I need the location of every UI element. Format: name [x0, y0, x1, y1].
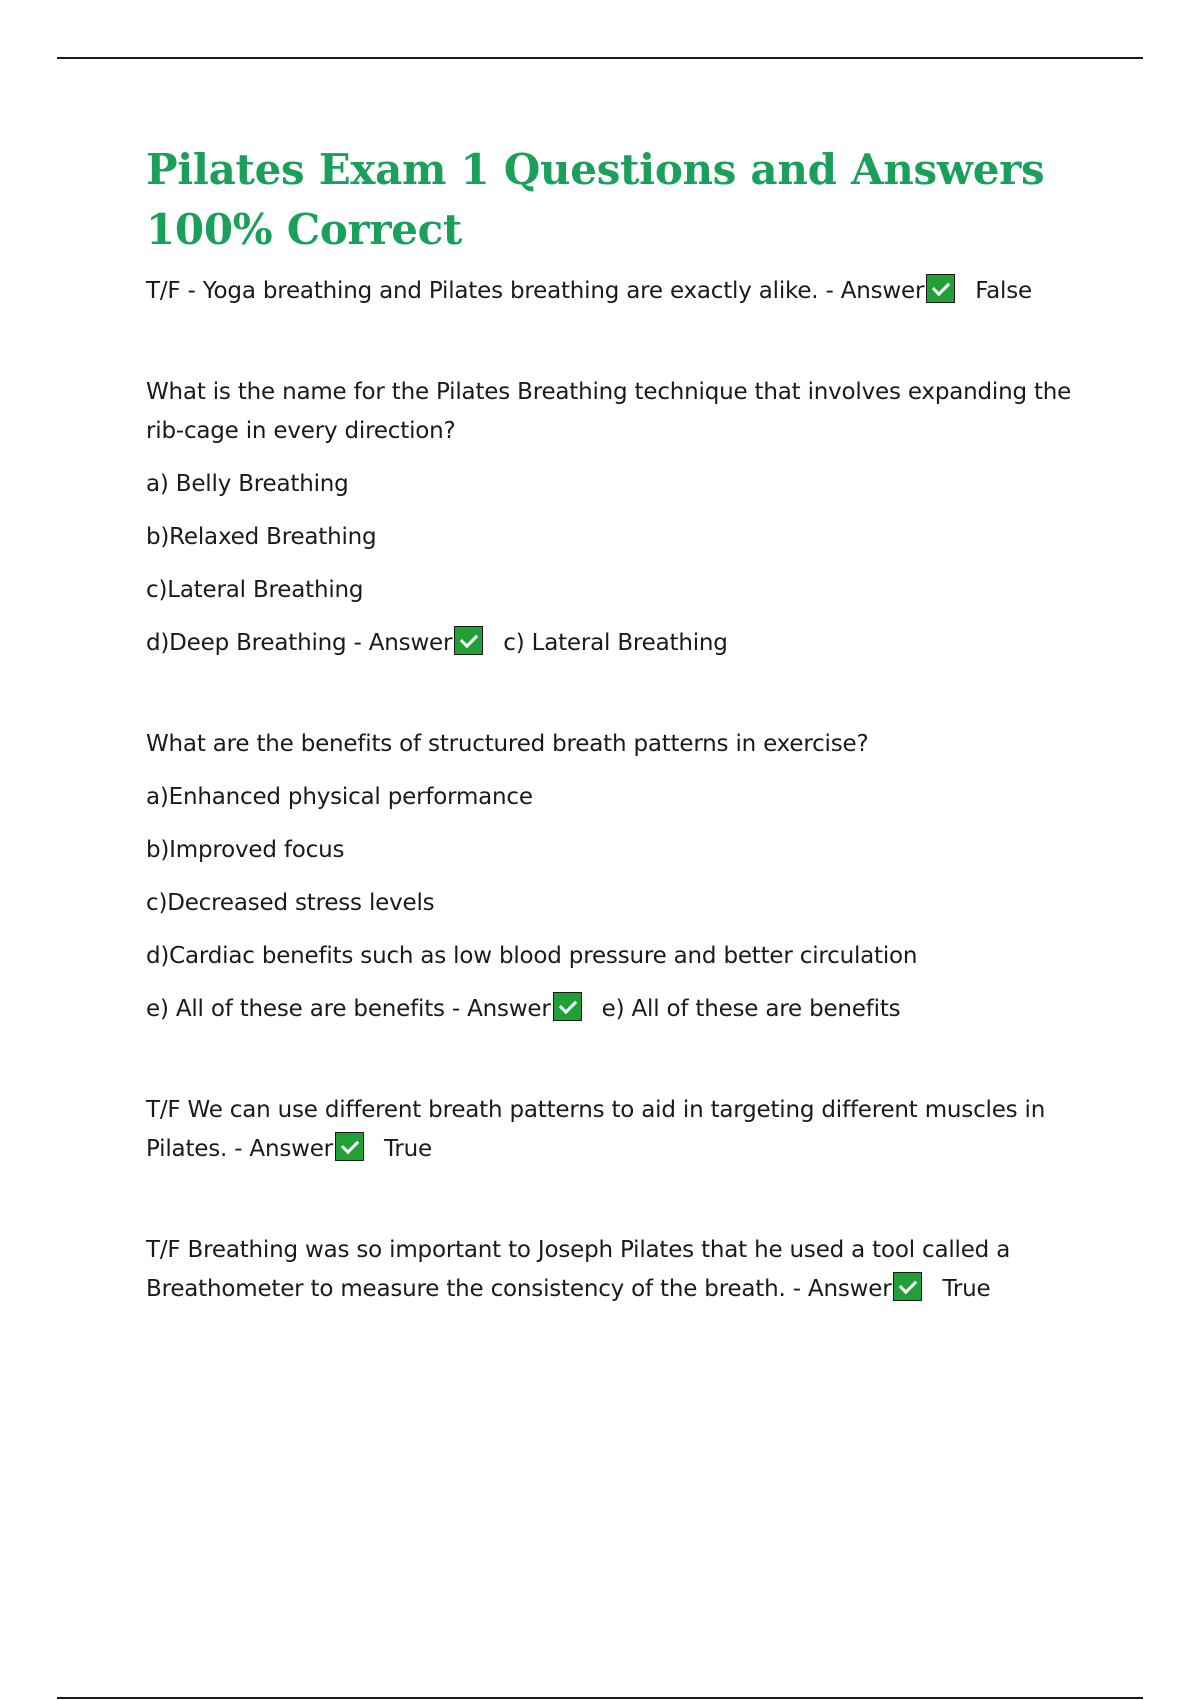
answer-text: c) Lateral Breathing — [503, 630, 728, 656]
answer-text: False — [975, 278, 1032, 304]
check-mark-icon — [553, 992, 582, 1021]
answer-text: e) All of these are benefits — [601, 996, 901, 1022]
check-mark-icon — [454, 626, 483, 655]
document-body — [146, 140, 1086, 1309]
question-text: T/F - Yoga breathing and Pilates breathing are exactly alike. - Answer — [146, 278, 925, 304]
document-title: Pilates Exam 1 Questions and Answers 100% Correct — [146, 145, 1045, 254]
option-item: b)Improved focus — [146, 837, 345, 863]
option-item-last — [146, 990, 1086, 1029]
check-mark-icon — [926, 274, 955, 303]
option-item: d)Cardiac benefits such as low blood pressure and better circulation — [146, 943, 918, 969]
option-text: e) All of these are benefits - Answer — [146, 996, 551, 1022]
option-text: d)Deep Breathing - Answer — [146, 630, 453, 656]
bottom-rule — [57, 1697, 1143, 1699]
option-item-last — [146, 624, 1086, 663]
option-item: c)Lateral Breathing — [146, 577, 364, 603]
top-rule — [57, 57, 1143, 59]
option-item: a)Enhanced physical performance — [146, 784, 533, 810]
option-item: a) Belly Breathing — [146, 471, 349, 497]
check-mark-icon — [893, 1272, 922, 1301]
question-4 — [146, 1091, 1086, 1169]
question-text: T/F Breathing was so important to Joseph Pilates that he used a tool called a Breathometer to measure the consistency of the breath. - Answer — [146, 1237, 1011, 1302]
option-item: b)Relaxed Breathing — [146, 524, 377, 550]
check-mark-icon — [335, 1132, 364, 1161]
question-1 — [146, 272, 1086, 311]
question-text: T/F We can use different breath patterns to aid in targeting different muscles in Pilates. - Answer — [146, 1097, 1046, 1162]
option-item: c)Decreased stress levels — [146, 890, 435, 916]
question-2: What is the name for the Pilates Breathing technique that involves expanding the rib-cage in every direction? — [146, 379, 1072, 444]
answer-text: True — [942, 1276, 991, 1302]
question-5 — [146, 1231, 1086, 1309]
question-3: What are the benefits of structured breath patterns in exercise? — [146, 731, 869, 757]
answer-text: True — [383, 1136, 432, 1162]
